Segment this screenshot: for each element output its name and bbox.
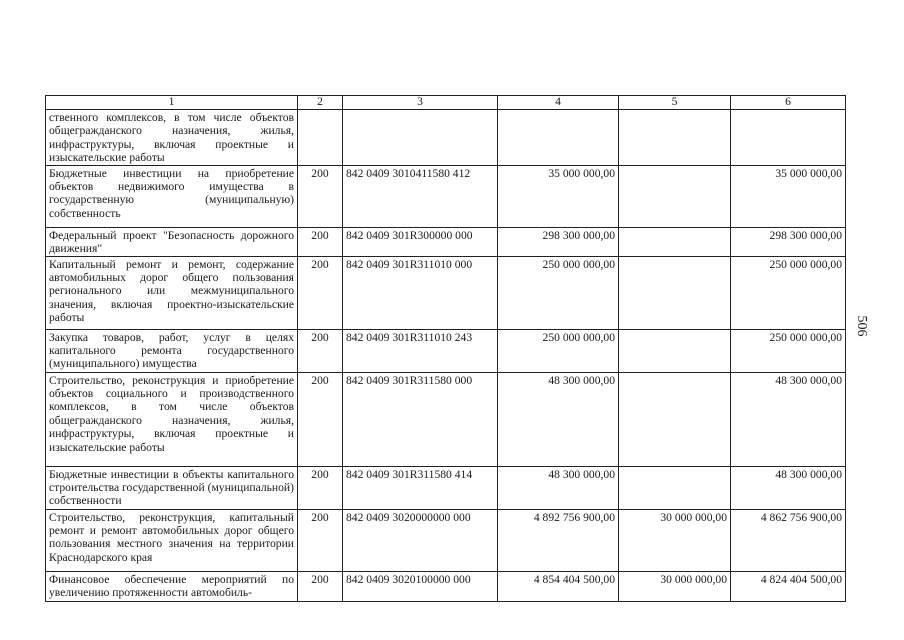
row-code: 200 — [298, 165, 343, 227]
table-row — [46, 256, 846, 329]
row-value-col4: 48 300 000,00 — [498, 372, 619, 466]
column-header: 1 — [46, 96, 298, 110]
row-value-col4: 250 000 000,00 — [498, 256, 619, 329]
row-classification-code: 842 0409 301R311010 243 — [343, 329, 498, 372]
row-description: Федеральный проект "Безопасность дорожного движения" — [46, 227, 298, 256]
row-value-col4: 4 854 404 500,00 — [498, 571, 619, 601]
row-value-col5 — [619, 227, 731, 256]
column-header: 6 — [731, 96, 846, 110]
row-value-col5 — [619, 110, 731, 166]
row-description: Закупка товаров, работ, услуг в целях капитального ремонта государственного (муниципального) имущества — [46, 329, 298, 372]
row-classification-code: 842 0409 3020100000 000 — [343, 571, 498, 601]
table-row — [46, 509, 846, 571]
row-value-col6: 4 824 404 500,00 — [731, 571, 846, 601]
row-classification-code: 842 0409 3010411580 412 — [343, 165, 498, 227]
row-value-col4 — [498, 110, 619, 166]
row-description: Финансовое обеспечение мероприятий по увеличению протяженности автомобиль- — [46, 571, 298, 601]
table-row — [46, 110, 846, 166]
row-value-col5: 30 000 000,00 — [619, 571, 731, 601]
table-row — [46, 227, 846, 256]
table-row — [46, 165, 846, 227]
row-description: Бюджетные инвестиции на приобретение объектов недвижимого имущества в государственную (муниципальную) собственность — [46, 165, 298, 227]
page-number: 506 — [854, 315, 869, 337]
row-value-col5 — [619, 466, 731, 509]
row-value-col6: 48 300 000,00 — [731, 372, 846, 466]
row-code: 200 — [298, 256, 343, 329]
row-code: 200 — [298, 372, 343, 466]
row-value-col4: 4 892 756 900,00 — [498, 509, 619, 571]
row-code: 200 — [298, 466, 343, 509]
row-classification-code: 842 0409 301R311580 000 — [343, 372, 498, 466]
row-classification-code — [343, 110, 498, 166]
row-value-col6: 48 300 000,00 — [731, 466, 846, 509]
table-row — [46, 571, 846, 601]
row-classification-code: 842 0409 3020000000 000 — [343, 509, 498, 571]
column-header: 4 — [498, 96, 619, 110]
row-value-col4: 48 300 000,00 — [498, 466, 619, 509]
row-classification-code: 842 0409 301R311010 000 — [343, 256, 498, 329]
row-value-col4: 250 000 000,00 — [498, 329, 619, 372]
row-value-col5 — [619, 372, 731, 466]
table-row — [46, 329, 846, 372]
row-value-col4: 35 000 000,00 — [498, 165, 619, 227]
row-classification-code: 842 0409 301R300000 000 — [343, 227, 498, 256]
row-value-col5 — [619, 165, 731, 227]
row-description: Строительство, реконструкция и приобретение объектов социального и производственного комплексов, в том числе объектов общегражданского назначения, жилья, инфраструктуры, включая проектные и изыскательские работы — [46, 372, 298, 466]
row-value-col6: 4 862 756 900,00 — [731, 509, 846, 571]
row-classification-code: 842 0409 301R311580 414 — [343, 466, 498, 509]
row-code: 200 — [298, 227, 343, 256]
table-header-row — [46, 96, 846, 110]
column-header: 3 — [343, 96, 498, 110]
row-value-col6: 35 000 000,00 — [731, 165, 846, 227]
table-row — [46, 466, 846, 509]
row-value-col6: 250 000 000,00 — [731, 329, 846, 372]
row-description: Строительство, реконструкция, капитальный ремонт и ремонт автомобильных дорог общего пользования местного значения на территории Краснодарского края — [46, 509, 298, 571]
row-value-col4: 298 300 000,00 — [498, 227, 619, 256]
row-value-col5 — [619, 329, 731, 372]
row-code: 200 — [298, 571, 343, 601]
row-value-col6 — [731, 110, 846, 166]
row-description: ственного комплексов, в том числе объектов общегражданского назначения, жилья, инфраструктуры, включая проектные и изыскательские работы — [46, 110, 298, 166]
row-value-col6: 250 000 000,00 — [731, 256, 846, 329]
row-code: 200 — [298, 329, 343, 372]
row-code — [298, 110, 343, 166]
table-row — [46, 372, 846, 466]
row-description: Бюджетные инвестиции в объекты капитального строительства государственной (муниципальной) собственности — [46, 466, 298, 509]
row-code: 200 — [298, 509, 343, 571]
row-value-col6: 298 300 000,00 — [731, 227, 846, 256]
row-value-col5: 30 000 000,00 — [619, 509, 731, 571]
row-value-col5 — [619, 256, 731, 329]
row-description: Капитальный ремонт и ремонт, содержание автомобильных дорог общего пользования регионального или межмуниципального значения, включая проектно-изыскательские работы — [46, 256, 298, 329]
column-header: 2 — [298, 96, 343, 110]
column-header: 5 — [619, 96, 731, 110]
budget-table — [45, 95, 846, 602]
